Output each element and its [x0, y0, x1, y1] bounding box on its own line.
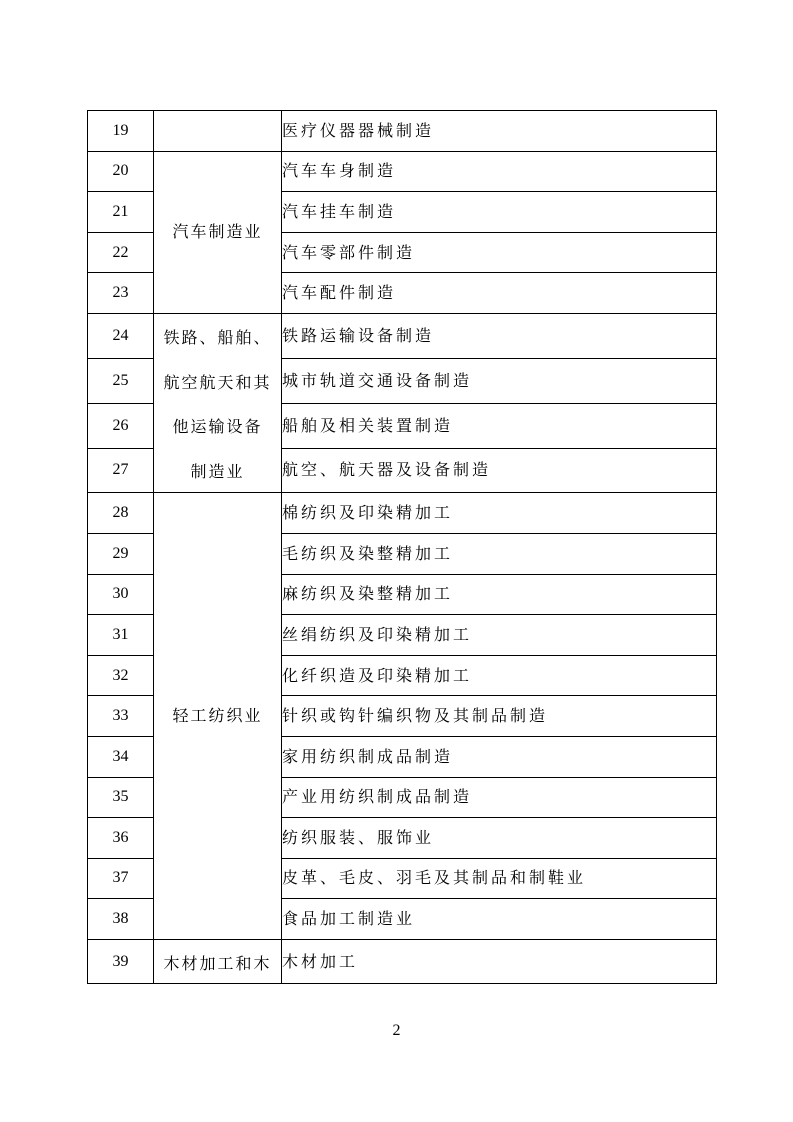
industry-item: 家用纺织制成品制造	[282, 736, 717, 777]
category-line: 航空航天和其	[163, 372, 272, 392]
industry-item: 麻纺织及染整精加工	[282, 574, 717, 615]
industry-item: 船舶及相关装置制造	[282, 403, 717, 448]
industry-item: 针织或钩针编织物及其制品制造	[282, 696, 717, 737]
category-lines	[154, 314, 281, 492]
industry-item: 皮革、毛皮、羽毛及其制品和制鞋业	[282, 858, 717, 899]
industry-item: 汽车配件制造	[282, 273, 717, 314]
category-cell-empty	[154, 111, 282, 152]
industry-item: 化纤织造及印染精加工	[282, 655, 717, 696]
industry-item: 木材加工	[282, 939, 717, 984]
table-row	[88, 151, 717, 192]
row-number: 33	[88, 696, 154, 737]
row-number: 21	[88, 192, 154, 233]
industry-item: 铁路运输设备制造	[282, 313, 717, 358]
industry-item: 汽车零部件制造	[282, 232, 717, 273]
row-number: 32	[88, 655, 154, 696]
row-number: 31	[88, 615, 154, 656]
industry-item: 医疗仪器器械制造	[282, 111, 717, 152]
row-number: 23	[88, 273, 154, 314]
category-line: 制造业	[190, 461, 245, 481]
row-number: 36	[88, 818, 154, 859]
table-row	[88, 111, 717, 152]
industry-item: 毛纺织及染整精加工	[282, 533, 717, 574]
row-number: 19	[88, 111, 154, 152]
industry-table	[87, 110, 717, 984]
row-number: 30	[88, 574, 154, 615]
industry-item: 食品加工制造业	[282, 899, 717, 940]
row-number: 27	[88, 448, 154, 493]
category-line: 他运输设备	[172, 417, 263, 437]
row-number: 35	[88, 777, 154, 818]
table-row	[88, 313, 717, 358]
industry-item: 产业用纺织制成品制造	[282, 777, 717, 818]
row-number: 22	[88, 232, 154, 273]
category-line: 铁路、船舶、	[163, 327, 272, 347]
category-wood-processing: 木材加工和木	[154, 939, 282, 984]
row-number: 34	[88, 736, 154, 777]
row-number: 26	[88, 403, 154, 448]
industry-item: 纺织服装、服饰业	[282, 818, 717, 859]
row-number: 38	[88, 899, 154, 940]
industry-item: 汽车车身制造	[282, 151, 717, 192]
industry-item: 丝绢纺织及印染精加工	[282, 615, 717, 656]
row-number: 20	[88, 151, 154, 192]
industry-item: 航空、航天器及设备制造	[282, 448, 717, 493]
row-number: 24	[88, 313, 154, 358]
category-light-textile: 轻工纺织业	[154, 493, 282, 940]
row-number: 28	[88, 493, 154, 534]
category-transport-equipment	[154, 313, 282, 492]
row-number: 39	[88, 939, 154, 984]
category-auto-manufacturing: 汽车制造业	[154, 151, 282, 313]
table-row	[88, 493, 717, 534]
row-number: 29	[88, 533, 154, 574]
row-number: 37	[88, 858, 154, 899]
row-number: 25	[88, 358, 154, 403]
industry-item: 汽车挂车制造	[282, 192, 717, 233]
table-row	[88, 939, 717, 984]
industry-item: 城市轨道交通设备制造	[282, 358, 717, 403]
page-number: 2	[392, 1022, 401, 1039]
industry-item: 棉纺织及印染精加工	[282, 493, 717, 534]
